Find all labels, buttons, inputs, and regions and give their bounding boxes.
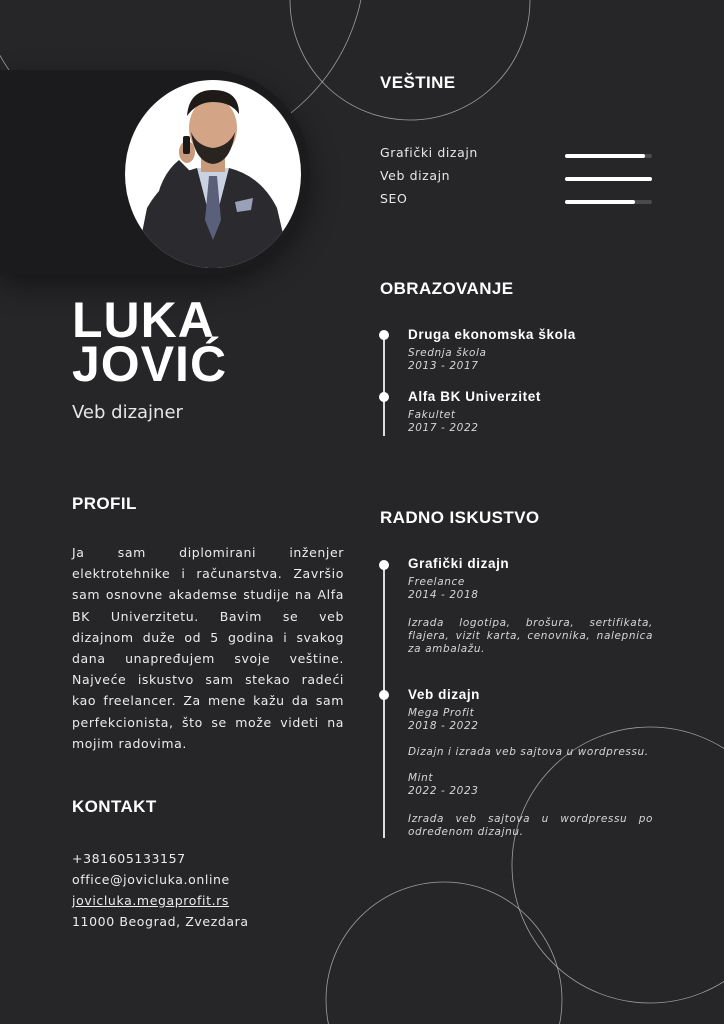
experience-entry bbox=[408, 687, 653, 839]
experience-description: Izrada veb sajtova u wordpressu po određenom dizajnu. bbox=[408, 813, 653, 838]
education-years: 2017 - 2022 bbox=[408, 422, 479, 434]
experience-heading: RADNO ISKUSTVO bbox=[380, 508, 540, 527]
skill-bar-fill bbox=[565, 154, 645, 158]
contact-heading: KONTAKT bbox=[72, 797, 157, 816]
profile-photo bbox=[125, 80, 301, 268]
skill-bar-fill bbox=[565, 177, 652, 181]
experience-role: Veb dizajn bbox=[408, 687, 481, 702]
last-name: JOVIĆ bbox=[72, 336, 228, 392]
experience-description: Izrada logotipa, brošura, sertifikata, flajera, vizit karta, cenovnika, nalepnica za ambalažu. bbox=[408, 617, 653, 655]
education-type: Fakultet bbox=[408, 409, 456, 421]
person-name bbox=[72, 292, 228, 392]
first-name: LUKA bbox=[72, 292, 215, 348]
timeline-dot bbox=[379, 330, 389, 340]
skill-bar bbox=[565, 200, 652, 204]
experience-company: Mint bbox=[408, 772, 434, 784]
experience-role: Grafički dizajn bbox=[408, 556, 510, 571]
experience-company: Freelance bbox=[408, 576, 465, 588]
education-school: Druga ekonomska škola bbox=[408, 327, 576, 342]
timeline-dot bbox=[379, 560, 389, 570]
education-entry bbox=[408, 327, 653, 373]
contact-email[interactable]: office@jovicluka.online bbox=[72, 872, 230, 887]
skill-item bbox=[380, 145, 655, 168]
profile-heading: PROFIL bbox=[72, 494, 137, 513]
skill-bar-fill bbox=[565, 200, 635, 204]
education-entry bbox=[408, 389, 653, 435]
contact-phone: +381605133157 bbox=[72, 851, 186, 866]
education-type: Srednja škola bbox=[408, 347, 487, 359]
job-title: Veb dizajner bbox=[72, 402, 183, 423]
contact-website-link[interactable]: jovicluka.megaprofit.rs bbox=[72, 893, 230, 908]
education-timeline bbox=[383, 334, 385, 436]
experience-description: Dizajn i izrada veb sajtova u wordpressu. bbox=[408, 746, 649, 758]
skill-bar bbox=[565, 177, 652, 181]
timeline-dot bbox=[379, 392, 389, 402]
contact-address: 11000 Beograd, Zvezdara bbox=[72, 914, 249, 929]
experience-years: 2014 - 2018 bbox=[408, 589, 479, 601]
experience-timeline bbox=[383, 564, 385, 838]
skill-name: Veb dizajn bbox=[380, 168, 451, 183]
skills-heading: VEŠTINE bbox=[380, 73, 456, 92]
skill-item bbox=[380, 191, 655, 214]
skill-name: SEO bbox=[380, 191, 408, 206]
skills-list bbox=[380, 145, 655, 214]
experience-years: 2022 - 2023 bbox=[408, 785, 479, 797]
skill-item bbox=[380, 168, 655, 191]
contact-list bbox=[72, 848, 249, 932]
experience-company: Mega Profit bbox=[408, 707, 475, 719]
education-heading: OBRAZOVANJE bbox=[380, 279, 514, 298]
timeline-dot bbox=[379, 690, 389, 700]
profile-text: Ja sam diplomirani inženjer elektrotehnike i računarstva. Završio sam osnovne akademse studije na Alfa BK Univerzitetu. Bavim se veb dizajnom duže od 5 godina i svakog dana unapređujem svoje veštine. Najveće iskustvo sam stekao radeći kao freelancer. Za mene kažu da sam perfekcionista, što se može videti na mojim radovima. bbox=[72, 545, 344, 751]
experience-years: 2018 - 2022 bbox=[408, 720, 479, 732]
skill-name: Grafički dizajn bbox=[380, 145, 478, 160]
education-school: Alfa BK Univerzitet bbox=[408, 389, 541, 404]
experience-entry bbox=[408, 556, 653, 656]
education-years: 2013 - 2017 bbox=[408, 360, 479, 372]
skill-bar bbox=[565, 154, 652, 158]
